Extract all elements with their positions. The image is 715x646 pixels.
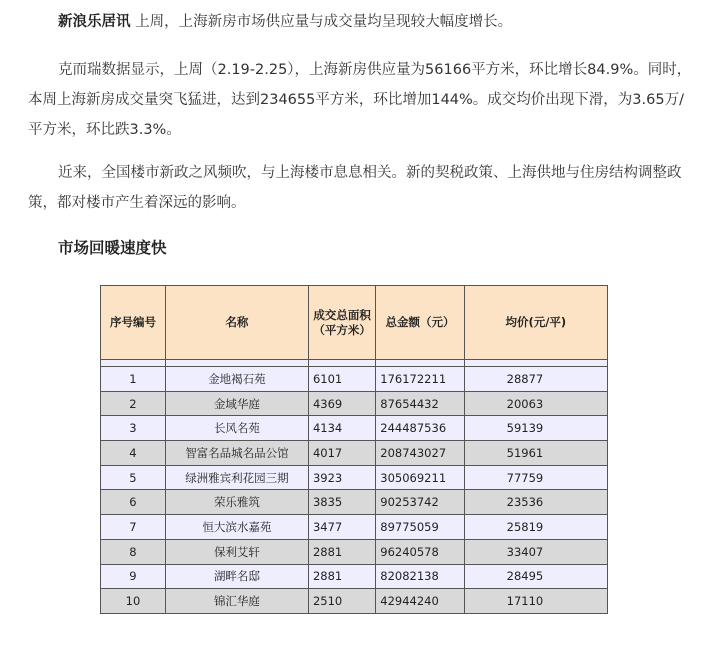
table-row [101, 490, 608, 515]
cell-no: 8 [101, 539, 166, 564]
cell-name: 恒大滨水嘉苑 [165, 515, 308, 540]
cell-area: 4017 [308, 441, 375, 466]
cell-avg: 25819 [464, 515, 607, 540]
cell-total: 82082138 [376, 564, 464, 589]
header-area-line2: （平方米） [313, 322, 371, 337]
cell-name: 长风名苑 [165, 416, 308, 441]
header-total: 总金额（元） [376, 286, 464, 360]
cell-total: 96240578 [376, 539, 464, 564]
cell-area: 3477 [308, 515, 375, 540]
cell-avg: 51961 [464, 441, 607, 466]
table-header-row [101, 286, 608, 360]
cell-total: 305069211 [376, 465, 464, 490]
spacer-cell [308, 360, 375, 367]
table-row [101, 564, 608, 589]
cell-name: 绿洲雅宾利花园三期 [165, 465, 308, 490]
section-title: 市场回暖速度快 [58, 239, 167, 257]
cell-no: 10 [101, 589, 166, 614]
table-row [101, 367, 608, 392]
spacer-cell [165, 360, 308, 367]
cell-total: 244487536 [376, 416, 464, 441]
cell-total: 89775059 [376, 515, 464, 540]
cell-area: 6101 [308, 367, 375, 392]
table-row [101, 589, 608, 614]
cell-no: 7 [101, 515, 166, 540]
cell-name: 锦汇华庭 [165, 589, 308, 614]
table-row [101, 391, 608, 416]
header-name: 名称 [165, 286, 308, 360]
cell-area: 3835 [308, 490, 375, 515]
cell-area: 4369 [308, 391, 375, 416]
cell-no: 3 [101, 416, 166, 441]
cell-name: 保利艾轩 [165, 539, 308, 564]
cell-avg: 20063 [464, 391, 607, 416]
cell-no: 6 [101, 490, 166, 515]
cell-no: 4 [101, 441, 166, 466]
cell-total: 90253742 [376, 490, 464, 515]
cell-total: 42944240 [376, 589, 464, 614]
table-row [101, 515, 608, 540]
cell-name: 荣乐雅筑 [165, 490, 308, 515]
table-row [101, 416, 608, 441]
spacer-cell [101, 360, 166, 367]
data-paragraph: 克而瑞数据显示，上周（2.19-2.25），上海新房供应量为56166平方米，环比增长84.9%。同时，本周上海新房成交量突飞猛进，达到234655平方米，环比增加144%。成交均价出现下滑，为3.65万/平方米，环比跌3.3%。 [28, 62, 692, 138]
table-spacer-row [101, 360, 608, 367]
cell-name: 智富名品城名品公馆 [165, 441, 308, 466]
cell-total: 208743027 [376, 441, 464, 466]
intro-paragraph [58, 7, 698, 37]
cell-name: 湖畔名邸 [165, 564, 308, 589]
market-table-container [100, 285, 608, 614]
cell-no: 1 [101, 367, 166, 392]
cell-avg: 28877 [464, 367, 607, 392]
spacer-cell [376, 360, 464, 367]
cell-name: 金域华庭 [165, 391, 308, 416]
cell-avg: 59139 [464, 416, 607, 441]
cell-area: 4134 [308, 416, 375, 441]
cell-area: 2881 [308, 539, 375, 564]
cell-area: 2510 [308, 589, 375, 614]
cell-area: 3923 [308, 465, 375, 490]
header-avg: 均价(元/平) [464, 286, 607, 360]
cell-avg: 28495 [464, 564, 607, 589]
cell-avg: 17110 [464, 589, 607, 614]
cell-name: 金地褐石苑 [165, 367, 308, 392]
cell-avg: 33407 [464, 539, 607, 564]
header-no: 序号编号 [101, 286, 166, 360]
cell-area: 2881 [308, 564, 375, 589]
cell-no: 2 [101, 391, 166, 416]
table-row [101, 465, 608, 490]
intro-text: 上周，上海新房市场供应量与成交量均呈现较大幅度增长。 [130, 14, 513, 30]
cell-no: 5 [101, 465, 166, 490]
header-area [308, 286, 375, 360]
table-row [101, 441, 608, 466]
cell-avg: 77759 [464, 465, 607, 490]
header-area-line1: 成交总面积 [313, 307, 371, 322]
cell-total: 87654432 [376, 391, 464, 416]
cell-total: 176172211 [376, 367, 464, 392]
table-row [101, 539, 608, 564]
policy-paragraph: 近来，全国楼市新政之风频吹，与上海楼市息息相关。新的契税政策、上海供地与住房结构调整政策，都对楼市产生着深远的影响。 [28, 165, 682, 211]
cell-avg: 23536 [464, 490, 607, 515]
source-lead: 新浪乐居讯 [58, 14, 131, 30]
cell-no: 9 [101, 564, 166, 589]
spacer-cell [464, 360, 607, 367]
market-table [100, 285, 608, 614]
